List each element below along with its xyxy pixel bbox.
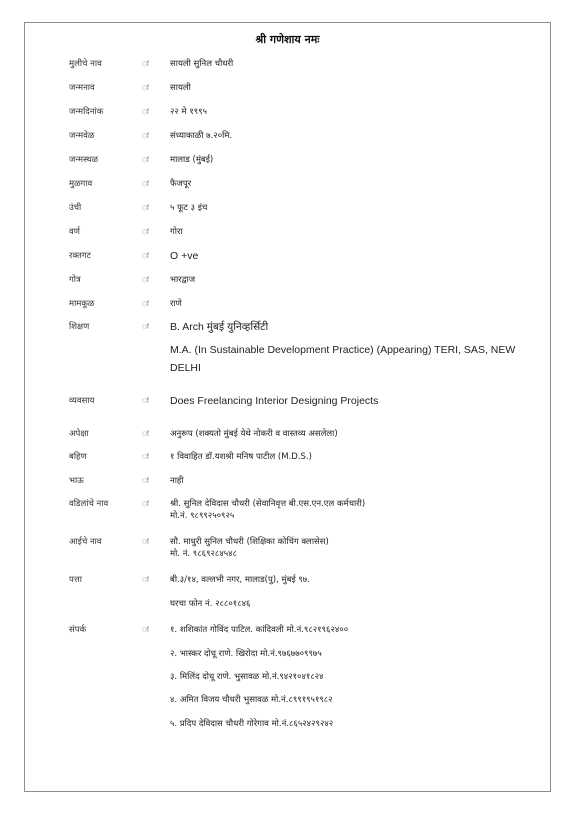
field-colon: ः [142, 251, 149, 261]
field-colon: ः [142, 59, 149, 69]
field-value: O +ve [170, 250, 199, 262]
field-label: मामकूळ [69, 299, 95, 309]
field-label: जन्मस्थळ [69, 155, 99, 165]
field-colon: ः [142, 203, 149, 213]
contact-item: २. भास्कर दोधू राणे. खिरोदा मो.नं.९७६७७०९९७५ [170, 649, 322, 659]
field-colon: ः [142, 499, 149, 509]
field-colon: ः [142, 625, 149, 635]
field-label: जन्मदिनांक [69, 107, 104, 117]
field-value: अनुरूप (शक्यतो मुंबई येथे नोकरी व वास्तव्य असलेला) [170, 429, 338, 439]
field-value [170, 536, 535, 560]
field-label: उंची [69, 203, 82, 213]
field-colon: ः [142, 83, 149, 93]
field-value: गोरा [170, 227, 183, 237]
field-colon: ः [142, 275, 149, 285]
field-label: अपेक्षा [69, 429, 89, 439]
field-value: नाही [170, 476, 184, 486]
field-colon: ः [142, 107, 149, 117]
field-value: मालाड (मुंबई) [170, 155, 214, 165]
field-value: २२ मे १९९५ [170, 107, 208, 117]
field-value: B. Arch मुंबई युनिव्हर्सिटी [170, 321, 269, 333]
field-colon: ः [142, 131, 149, 141]
field-label: आईचे नाव [69, 537, 102, 547]
biodata-sheet [24, 22, 551, 792]
field-value [170, 498, 535, 522]
field-value: भारद्वाज [170, 275, 196, 285]
field-colon: ः [142, 227, 149, 237]
field-colon: ः [142, 452, 149, 462]
field-value: राणे [170, 299, 182, 309]
field-colon: ः [142, 396, 149, 406]
field-label: मुलीचे नाव [69, 59, 102, 69]
field-value: फैजपूर [170, 179, 192, 189]
field-label: जन्मनाव [69, 83, 95, 93]
mother-mobile: मो. नं. ९८६९२८४५४८ [170, 549, 238, 559]
father-name: श्री. सुनिल देविदास चौधरी (सेवानिवृत्त बी.एस.एन.एल कर्मचारी) [170, 499, 366, 509]
field-label: जन्मवेळ [69, 131, 95, 141]
field-value: सायली सुनिल चौधरी [170, 59, 234, 69]
field-label: संपर्क [69, 625, 87, 635]
education-extra: M.A. (In Sustainable Development Practice) (Appearing) TERI, SAS, NEW DELHI [170, 344, 516, 374]
field-value: संध्याकाळी ७.२०मि. [170, 131, 233, 141]
field-label: गोत्र [69, 275, 81, 285]
field-label: मुळगाव [69, 179, 93, 189]
field-label: बहिण [69, 452, 87, 462]
field-value: ५ फूट ३ इंच [170, 203, 208, 213]
home-phone: घरचा फोन नं. २८८०१८४६ [170, 599, 251, 609]
field-label: वडिलांचे नाव [69, 499, 109, 509]
field-value: Does Freelancing Interior Designing Projects [170, 395, 379, 407]
field-colon: ः [142, 575, 149, 585]
field-colon: ः [142, 322, 149, 332]
field-label: पत्ता [69, 575, 82, 585]
field-colon: ः [142, 429, 149, 439]
field-label: वर्ण [69, 227, 80, 237]
field-value: बी.३/१४, वल्लभी नगर, मालाड(पु), मुंबई ९७. [170, 575, 310, 585]
field-colon: ः [142, 537, 149, 547]
mother-name: सौ. माधुरी सुनिल चौधरी (शिक्षिका कोचिंग क्लासेस) [170, 537, 329, 547]
field-label: रक्तगट [69, 251, 91, 261]
contact-item: ४. अमित विजय चौधरी भुसावळ मो.नं.८९९१९५१९८२ [170, 695, 333, 705]
page-title: श्री गणेशाय नमः [255, 33, 320, 46]
field-label: व्यवसाय [69, 396, 95, 406]
field-value: १ विवाहित डॉ.यशश्री मनिष पाटील (M.D.S.) [170, 452, 312, 462]
field-colon: ः [142, 476, 149, 486]
field-colon: ः [142, 299, 149, 309]
field-value: सायली [170, 83, 191, 93]
field-label: शिक्षण [69, 322, 90, 332]
field-colon: ः [142, 179, 149, 189]
contact-item: ५. प्रदिप देविदास चौधरी गोरेगाव मो.नं.८६५२४२९२४२ [170, 719, 334, 729]
field-label: भाऊ [69, 476, 84, 486]
contact-item: १. शशिकांत गोविंद पाटिल. कांदिवली मो.नं.९८२१९६२४०० [170, 625, 349, 635]
field-colon: ः [142, 155, 149, 165]
contact-item: ३. मिलिंद दोधू राणे. भुसावळ मो.नं.९४२१०४१८२४ [170, 672, 324, 682]
father-mobile: मो.नं. ९८९९२५०९२५ [170, 511, 235, 521]
